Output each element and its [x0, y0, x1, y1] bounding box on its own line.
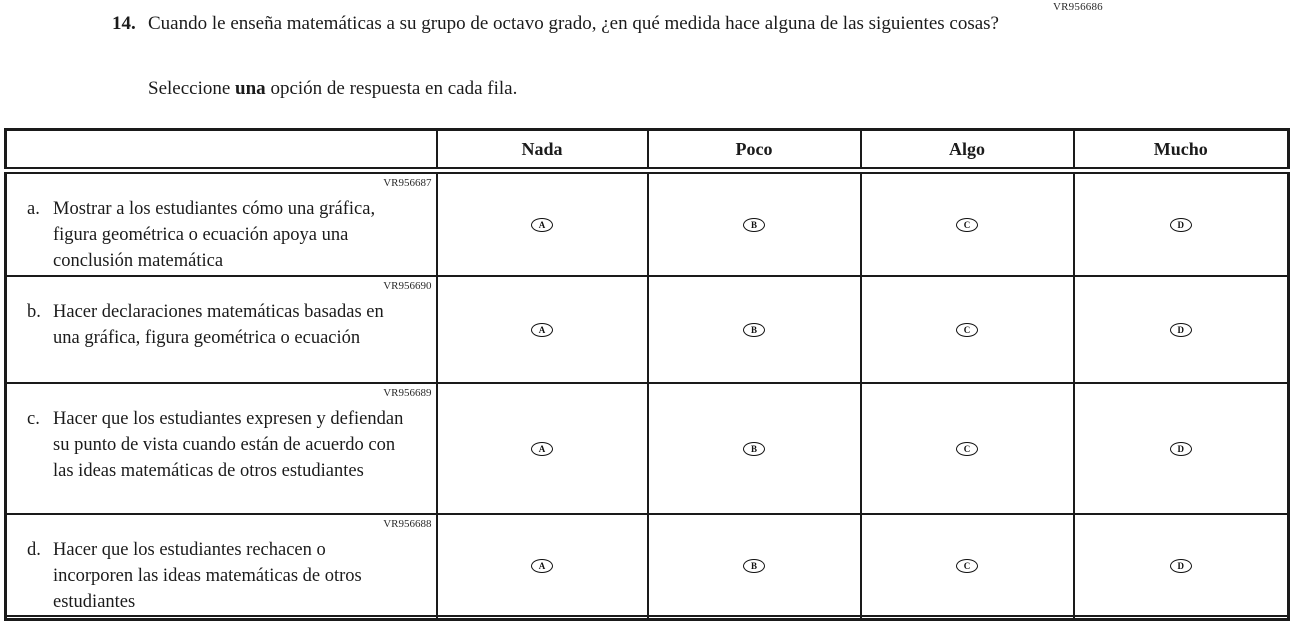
option-cell-b-mucho	[1074, 276, 1289, 383]
instruction-bold-word: una	[235, 78, 266, 99]
item-letter: d.	[27, 539, 41, 560]
form-code: VR956686	[1053, 1, 1103, 13]
instruction-suffix: opción de respuesta en cada fila.	[265, 78, 518, 99]
column-header-poco: Poco	[648, 130, 861, 171]
radio-option-c[interactable]: C	[956, 218, 978, 232]
header-row	[6, 130, 1289, 171]
option-cell-b-poco	[648, 276, 861, 383]
option-cell-c-algo	[861, 383, 1074, 514]
instruction-prefix: Seleccione	[148, 78, 236, 99]
option-cell-b-nada	[437, 276, 648, 383]
item-letter: a.	[27, 199, 40, 219]
item-cell-b	[6, 276, 437, 383]
radio-option-d[interactable]: D	[1170, 442, 1192, 456]
option-cell-c-nada	[437, 383, 648, 514]
item-letter: b.	[27, 301, 41, 322]
option-cell-d-algo	[861, 514, 1074, 616]
response-table	[4, 128, 1290, 621]
instruction-text	[148, 76, 517, 102]
radio-option-c[interactable]: C	[956, 323, 978, 337]
radio-option-d[interactable]: D	[1170, 323, 1192, 337]
item-text: Hacer que los estudiantes rechacen o incorporen las ideas matemáticas de otros estudiantes	[53, 539, 362, 612]
column-header-nada: Nada	[437, 130, 648, 171]
option-cell-a-algo	[861, 171, 1074, 276]
radio-option-a[interactable]: A	[531, 442, 553, 456]
radio-option-b[interactable]: B	[743, 442, 765, 456]
option-cell-a-poco	[648, 171, 861, 276]
table-row-d	[6, 514, 1289, 616]
option-cell-a-mucho	[1074, 171, 1289, 276]
table-row-b	[6, 276, 1289, 383]
item-cell-d	[6, 514, 437, 616]
radio-option-a[interactable]: A	[531, 559, 553, 573]
item-text: Mostrar a los estudiantes cómo una gráfica, figura geométrica o ecuación apoya una conclusión matemática	[53, 199, 376, 271]
option-cell-d-poco	[648, 514, 861, 616]
item-code: VR956689	[383, 386, 432, 399]
option-cell-d-mucho	[1074, 514, 1289, 616]
question-block	[112, 10, 1004, 37]
truncated-row	[6, 616, 1289, 620]
radio-option-a[interactable]: A	[531, 218, 553, 232]
column-header-algo: Algo	[861, 130, 1074, 171]
item-text: Hacer declaraciones matemáticas basadas en una gráfica, figura geométrica o ecuación	[53, 301, 384, 348]
table-corner-cell	[6, 130, 437, 171]
question-number: 14.	[112, 13, 136, 34]
column-header-mucho: Mucho	[1074, 130, 1289, 171]
option-cell-b-algo	[861, 276, 1074, 383]
radio-option-b[interactable]: B	[743, 218, 765, 232]
radio-option-c[interactable]: C	[956, 442, 978, 456]
item-cell-c	[6, 383, 437, 514]
radio-option-b[interactable]: B	[743, 323, 765, 337]
radio-option-b[interactable]: B	[743, 559, 765, 573]
item-code: VR956687	[383, 177, 432, 189]
radio-option-c[interactable]: C	[956, 559, 978, 573]
radio-option-a[interactable]: A	[531, 323, 553, 337]
item-cell-a	[6, 171, 437, 276]
item-code: VR956690	[383, 279, 432, 292]
radio-option-d[interactable]: D	[1170, 218, 1192, 232]
option-cell-c-mucho	[1074, 383, 1289, 514]
item-text: Hacer que los estudiantes expresen y defiendan su punto de vista cuando están de acuerdo con las ideas matemáticas de otros estudiantes	[53, 408, 404, 481]
radio-option-d[interactable]: D	[1170, 559, 1192, 573]
table-row-a	[6, 171, 1289, 276]
option-cell-c-poco	[648, 383, 861, 514]
option-cell-d-nada	[437, 514, 648, 616]
question-text: Cuando le enseña matemáticas a su grupo de octavo grado, ¿en qué medida hace alguna de las siguientes cosas?	[148, 13, 999, 34]
item-code: VR956688	[383, 517, 432, 530]
table-row-c	[6, 383, 1289, 514]
item-letter: c.	[27, 408, 40, 429]
option-cell-a-nada	[437, 171, 648, 276]
